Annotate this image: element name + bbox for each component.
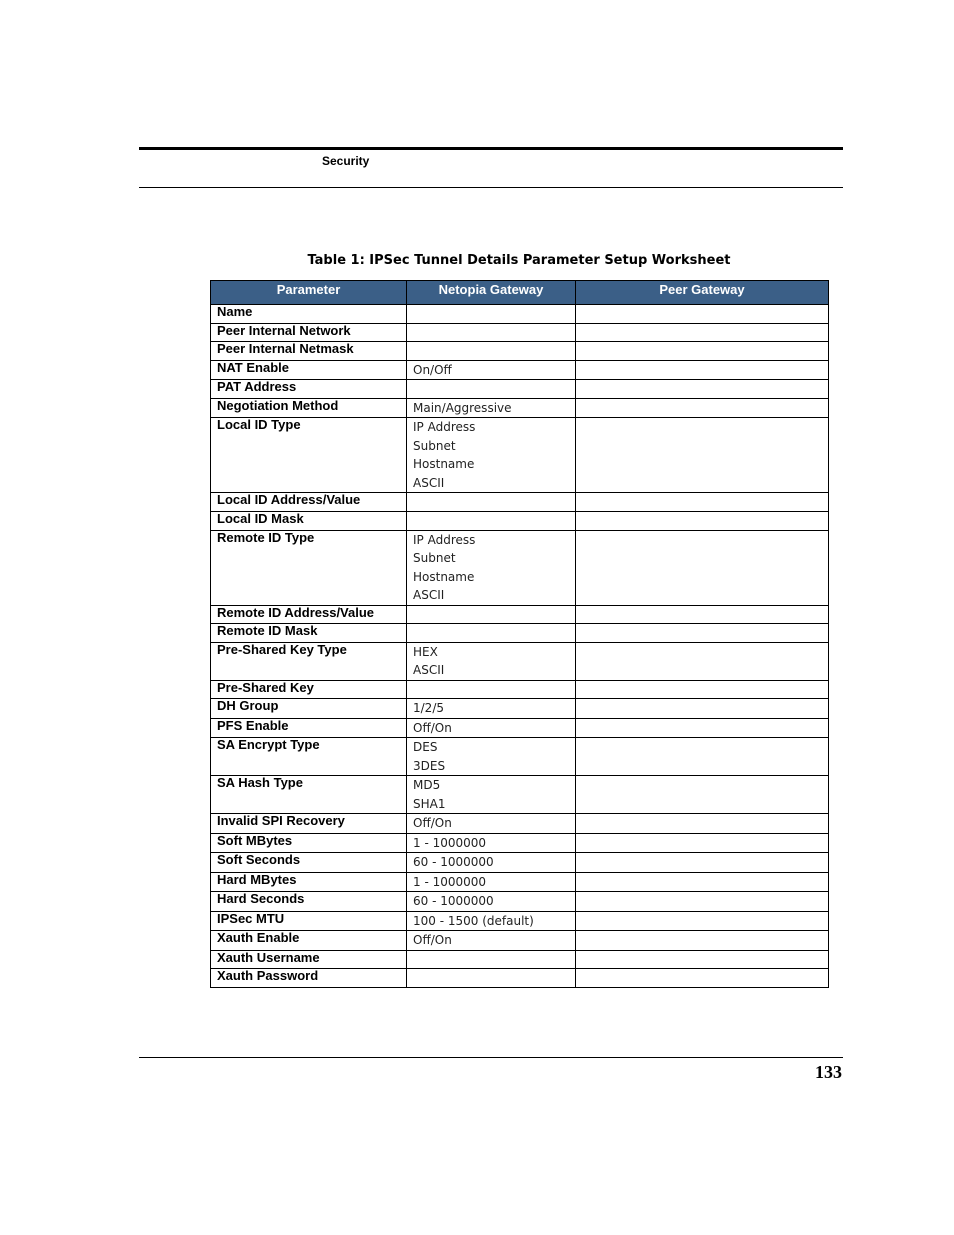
table-row [211, 680, 829, 699]
table-row [211, 814, 829, 834]
footer-rule [139, 1057, 843, 1058]
parameter-cell: Peer Internal Netmask [211, 342, 407, 361]
parameter-cell: PFS Enable [211, 718, 407, 738]
peer-gateway-cell [576, 511, 829, 530]
table-row [211, 892, 829, 912]
column-header-netopia-gateway: Netopia Gateway [407, 281, 576, 305]
parameter-cell: Xauth Username [211, 950, 407, 969]
table-row [211, 911, 829, 931]
peer-gateway-cell [576, 931, 829, 951]
netopia-gateway-cell: IP Address Subnet Hostname ASCII [407, 530, 576, 605]
column-header-peer-gateway: Peer Gateway [576, 281, 829, 305]
table-row [211, 699, 829, 719]
section-label: Security [322, 154, 370, 168]
parameter-cell: SA Encrypt Type [211, 738, 407, 776]
peer-gateway-cell [576, 699, 829, 719]
peer-gateway-cell [576, 738, 829, 776]
table-row [211, 342, 829, 361]
peer-gateway-cell [576, 853, 829, 873]
peer-gateway-cell [576, 833, 829, 853]
table-header-row [211, 281, 829, 305]
table-row [211, 418, 829, 493]
table-row [211, 931, 829, 951]
table-row [211, 950, 829, 969]
peer-gateway-cell [576, 398, 829, 418]
netopia-gateway-cell [407, 950, 576, 969]
netopia-gateway-cell: 60 - 1000000 [407, 892, 576, 912]
worksheet-table [210, 280, 829, 988]
netopia-gateway-cell [407, 605, 576, 624]
netopia-gateway-cell: HEX ASCII [407, 642, 576, 680]
parameter-cell: Remote ID Type [211, 530, 407, 605]
parameter-cell: DH Group [211, 699, 407, 719]
netopia-gateway-cell: 60 - 1000000 [407, 853, 576, 873]
peer-gateway-cell [576, 323, 829, 342]
table-row [211, 605, 829, 624]
netopia-gateway-cell [407, 380, 576, 399]
peer-gateway-cell [576, 911, 829, 931]
column-header-parameter: Parameter [211, 281, 407, 305]
parameter-cell: Local ID Type [211, 418, 407, 493]
table-row [211, 738, 829, 776]
parameter-cell: Remote ID Mask [211, 624, 407, 643]
netopia-gateway-cell: Off/On [407, 814, 576, 834]
peer-gateway-cell [576, 530, 829, 605]
peer-gateway-cell [576, 493, 829, 512]
parameter-cell: Remote ID Address/Value [211, 605, 407, 624]
netopia-gateway-cell: 1 - 1000000 [407, 872, 576, 892]
table-row [211, 642, 829, 680]
header-rule [139, 187, 843, 188]
parameter-cell: Peer Internal Network [211, 323, 407, 342]
peer-gateway-cell [576, 814, 829, 834]
netopia-gateway-cell [407, 493, 576, 512]
peer-gateway-cell [576, 718, 829, 738]
table-row [211, 776, 829, 814]
netopia-gateway-cell [407, 323, 576, 342]
netopia-gateway-cell: Off/On [407, 931, 576, 951]
parameter-cell: NAT Enable [211, 360, 407, 380]
netopia-gateway-cell: DES 3DES [407, 738, 576, 776]
peer-gateway-cell [576, 776, 829, 814]
netopia-gateway-cell [407, 680, 576, 699]
peer-gateway-cell [576, 360, 829, 380]
table-row [211, 833, 829, 853]
netopia-gateway-cell [407, 969, 576, 988]
parameter-cell: Negotiation Method [211, 398, 407, 418]
parameter-cell: Local ID Address/Value [211, 493, 407, 512]
table-row [211, 718, 829, 738]
peer-gateway-cell [576, 680, 829, 699]
netopia-gateway-cell: MD5 SHA1 [407, 776, 576, 814]
parameter-cell: Hard Seconds [211, 892, 407, 912]
netopia-gateway-cell: 1 - 1000000 [407, 833, 576, 853]
peer-gateway-cell [576, 892, 829, 912]
table-row [211, 624, 829, 643]
parameter-cell: Pre-Shared Key [211, 680, 407, 699]
parameter-cell: Xauth Password [211, 969, 407, 988]
table-row [211, 323, 829, 342]
netopia-gateway-cell [407, 342, 576, 361]
parameter-cell: Local ID Mask [211, 511, 407, 530]
netopia-gateway-cell [407, 624, 576, 643]
table-row [211, 511, 829, 530]
parameter-cell: Xauth Enable [211, 931, 407, 951]
table-row [211, 493, 829, 512]
peer-gateway-cell [576, 642, 829, 680]
netopia-gateway-cell: IP Address Subnet Hostname ASCII [407, 418, 576, 493]
peer-gateway-cell [576, 342, 829, 361]
parameter-cell: Invalid SPI Recovery [211, 814, 407, 834]
parameter-cell: IPSec MTU [211, 911, 407, 931]
netopia-gateway-cell: On/Off [407, 360, 576, 380]
parameter-cell: Name [211, 305, 407, 324]
parameter-cell: SA Hash Type [211, 776, 407, 814]
header-top-rule [139, 147, 843, 150]
peer-gateway-cell [576, 872, 829, 892]
table-row [211, 305, 829, 324]
peer-gateway-cell [576, 624, 829, 643]
netopia-gateway-cell [407, 511, 576, 530]
peer-gateway-cell [576, 969, 829, 988]
netopia-gateway-cell: 1/2/5 [407, 699, 576, 719]
netopia-gateway-cell: Off/On [407, 718, 576, 738]
peer-gateway-cell [576, 418, 829, 493]
table-row [211, 398, 829, 418]
parameter-cell: Pre-Shared Key Type [211, 642, 407, 680]
table-row [211, 530, 829, 605]
netopia-gateway-cell: Main/Aggressive [407, 398, 576, 418]
table-row [211, 853, 829, 873]
page-number: 133 [815, 1062, 842, 1082]
parameter-cell: PAT Address [211, 380, 407, 399]
netopia-gateway-cell [407, 305, 576, 324]
parameter-cell: Soft Seconds [211, 853, 407, 873]
peer-gateway-cell [576, 305, 829, 324]
peer-gateway-cell [576, 605, 829, 624]
peer-gateway-cell [576, 950, 829, 969]
peer-gateway-cell [576, 380, 829, 399]
netopia-gateway-cell: 100 - 1500 (default) [407, 911, 576, 931]
table-row [211, 360, 829, 380]
table-caption: Table 1: IPSec Tunnel Details Parameter Setup Worksheet [307, 253, 731, 268]
table-row [211, 380, 829, 399]
parameter-cell: Soft MBytes [211, 833, 407, 853]
parameter-cell: Hard MBytes [211, 872, 407, 892]
table-row [211, 872, 829, 892]
table-row [211, 969, 829, 988]
